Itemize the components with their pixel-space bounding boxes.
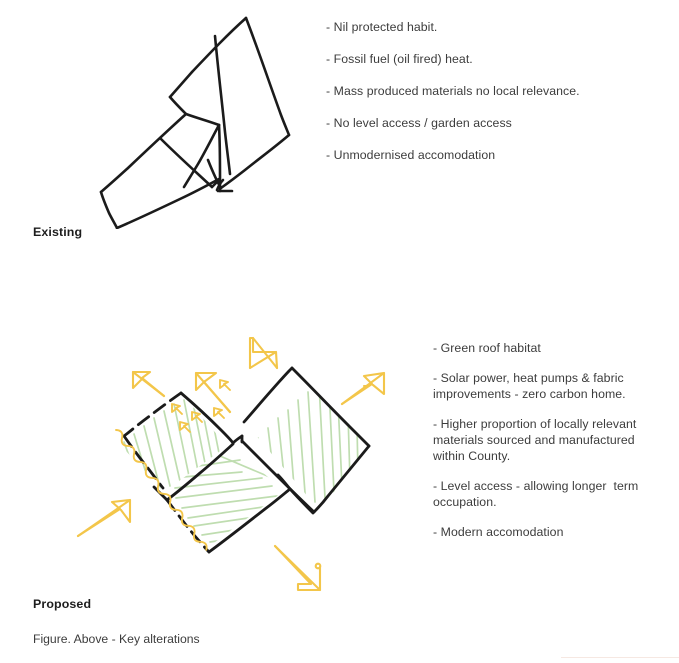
arrow-small-notch-d: [220, 380, 230, 390]
proposed-notes-list: [433, 340, 651, 554]
proposed-outline-strokes: [124, 368, 369, 552]
arrow-small-notch-b: [192, 412, 202, 422]
green-roof-hatch-topleft: [124, 400, 220, 488]
note-item: - Higher proportion of locally relevant materials sourced and manufactured within County.: [433, 417, 640, 463]
arrow-upleft-middle: [196, 373, 230, 412]
existing-notes-list: [326, 19, 656, 179]
note-item: - Unmodernised accomodation: [326, 148, 496, 162]
arrow-upright-top: [342, 373, 384, 404]
sketch-stroke: [117, 179, 219, 228]
note-item: - Solar power, heat pumps & fabric improvements - zero carbon home.: [433, 371, 628, 401]
arrow-down-bottom: [275, 546, 320, 590]
note-item: - Level access - allowing longer term occupation.: [433, 479, 642, 509]
sketch-stroke: [101, 192, 117, 228]
figure-caption: Figure. Above - Key alterations: [33, 632, 200, 646]
sketch-stroke: [219, 125, 220, 191]
green-roof-hatch-bottomleft: [171, 456, 277, 542]
note-item: - Green roof habitat: [433, 341, 541, 355]
proposed-building-sketch: [72, 326, 422, 594]
yellow-arrow-annotations: [78, 338, 384, 590]
sketch-stroke: [215, 36, 230, 174]
yellow-wavy-edge: [114, 428, 209, 551]
note-item: - Mass produced materials no local relevance.: [326, 84, 580, 98]
note-item: - No level access / garden access: [326, 116, 512, 130]
sketch-stroke: [217, 180, 223, 190]
sketch-stroke: [246, 18, 289, 135]
sketch-stroke: [184, 125, 219, 187]
proposed-label: Proposed: [33, 597, 92, 611]
sketch-stroke: [186, 114, 219, 125]
existing-label: Existing: [33, 225, 83, 239]
sketch-stroke: [208, 160, 221, 188]
existing-building-outline-sketch: [60, 4, 310, 229]
arrow-small-notch-c: [214, 408, 224, 418]
sketch-stroke: [101, 114, 186, 192]
note-item: - Fossil fuel (oil fired) heat.: [326, 52, 473, 66]
sketch-stroke: [192, 18, 246, 72]
arrow-small-notch-a: [172, 404, 182, 414]
green-roof-hatch-right: [248, 384, 358, 514]
note-item: - Modern accomodation: [433, 525, 564, 539]
arrow-up-top-centre: [250, 338, 277, 368]
sketch-stroke: [221, 135, 289, 188]
arrow-small-notch-e: [180, 422, 190, 432]
arrow-upright-bottomleft: [78, 500, 130, 536]
sketch-stroke: [160, 138, 212, 187]
sketch-stroke: [212, 180, 219, 187]
arrow-upleft-outer: [133, 372, 164, 396]
sketch-stroke: [170, 97, 186, 114]
note-item: - Nil protected habit.: [326, 20, 438, 34]
bottom-divider: [561, 657, 679, 658]
sketch-stroke: [170, 72, 192, 97]
